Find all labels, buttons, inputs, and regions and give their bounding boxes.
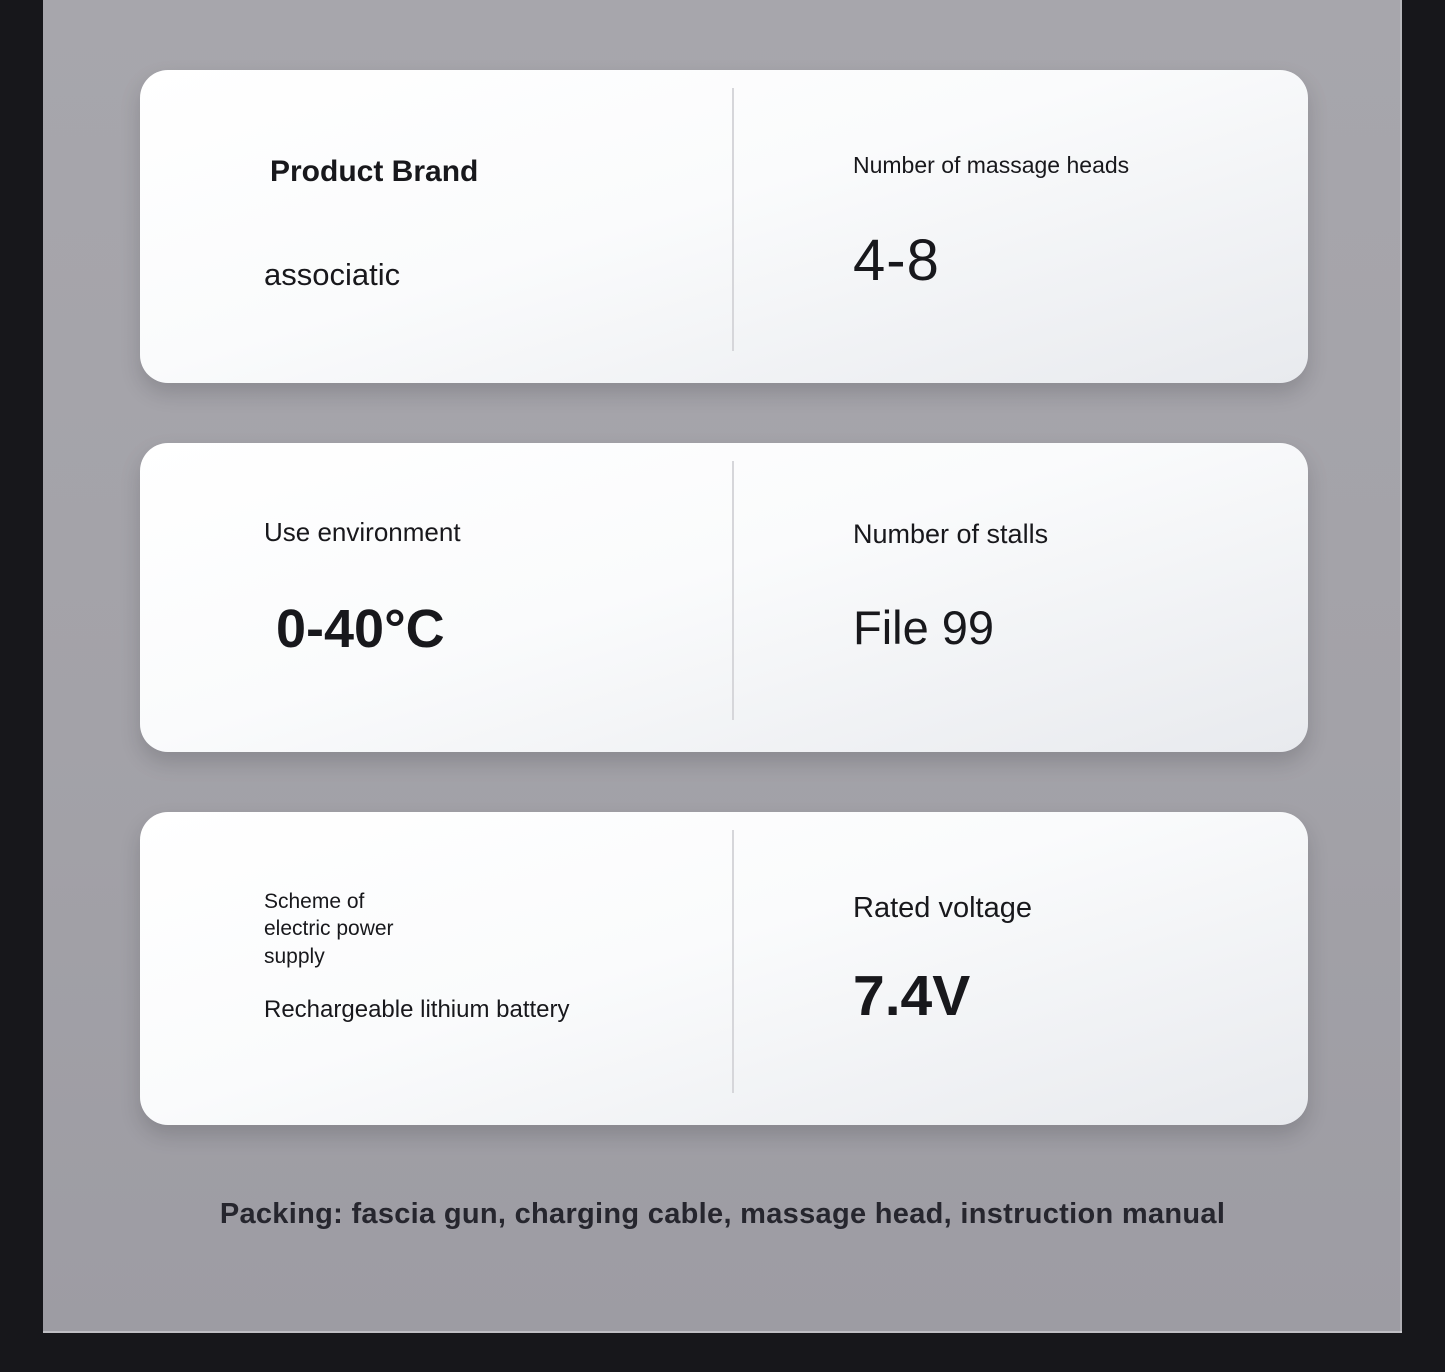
- spec-value-product-brand: associatic: [264, 257, 401, 292]
- spec-label-use-environment: Use environment: [264, 517, 461, 547]
- spec-cell-power-supply: [140, 812, 733, 1125]
- spec-value-massage-heads: 4-8: [853, 228, 940, 293]
- spec-label-number-of-stalls: Number of stalls: [853, 519, 1049, 549]
- spec-cell-massage-heads: [733, 70, 1308, 383]
- packing-note: Packing: fascia gun, charging cable, massage head, instruction manual: [219, 1198, 1226, 1230]
- spec-card-environment-and-stalls: [140, 443, 1308, 752]
- spec-cell-rated-voltage: [733, 812, 1308, 1125]
- spec-value-power-supply: Rechargeable lithium battery: [264, 995, 570, 1023]
- spec-panel: [43, 0, 1402, 1333]
- spec-label-product-brand: Product Brand: [270, 155, 479, 188]
- spec-cell-product-brand: [140, 70, 733, 383]
- spec-card-brand-and-heads: [140, 70, 1308, 383]
- spec-card-power-and-voltage: [140, 812, 1308, 1125]
- spec-value-use-environment: 0-40°C: [276, 599, 445, 659]
- spec-value-number-of-stalls: File 99: [853, 601, 995, 654]
- spec-label-power-supply: Scheme of electric power supply: [264, 890, 394, 968]
- spec-cell-use-environment: [140, 443, 733, 752]
- spec-value-rated-voltage: 7.4V: [853, 964, 971, 1028]
- spec-cell-number-of-stalls: [733, 443, 1308, 752]
- spec-label-massage-heads: Number of massage heads: [853, 152, 1130, 178]
- spec-label-rated-voltage: Rated voltage: [853, 892, 1032, 924]
